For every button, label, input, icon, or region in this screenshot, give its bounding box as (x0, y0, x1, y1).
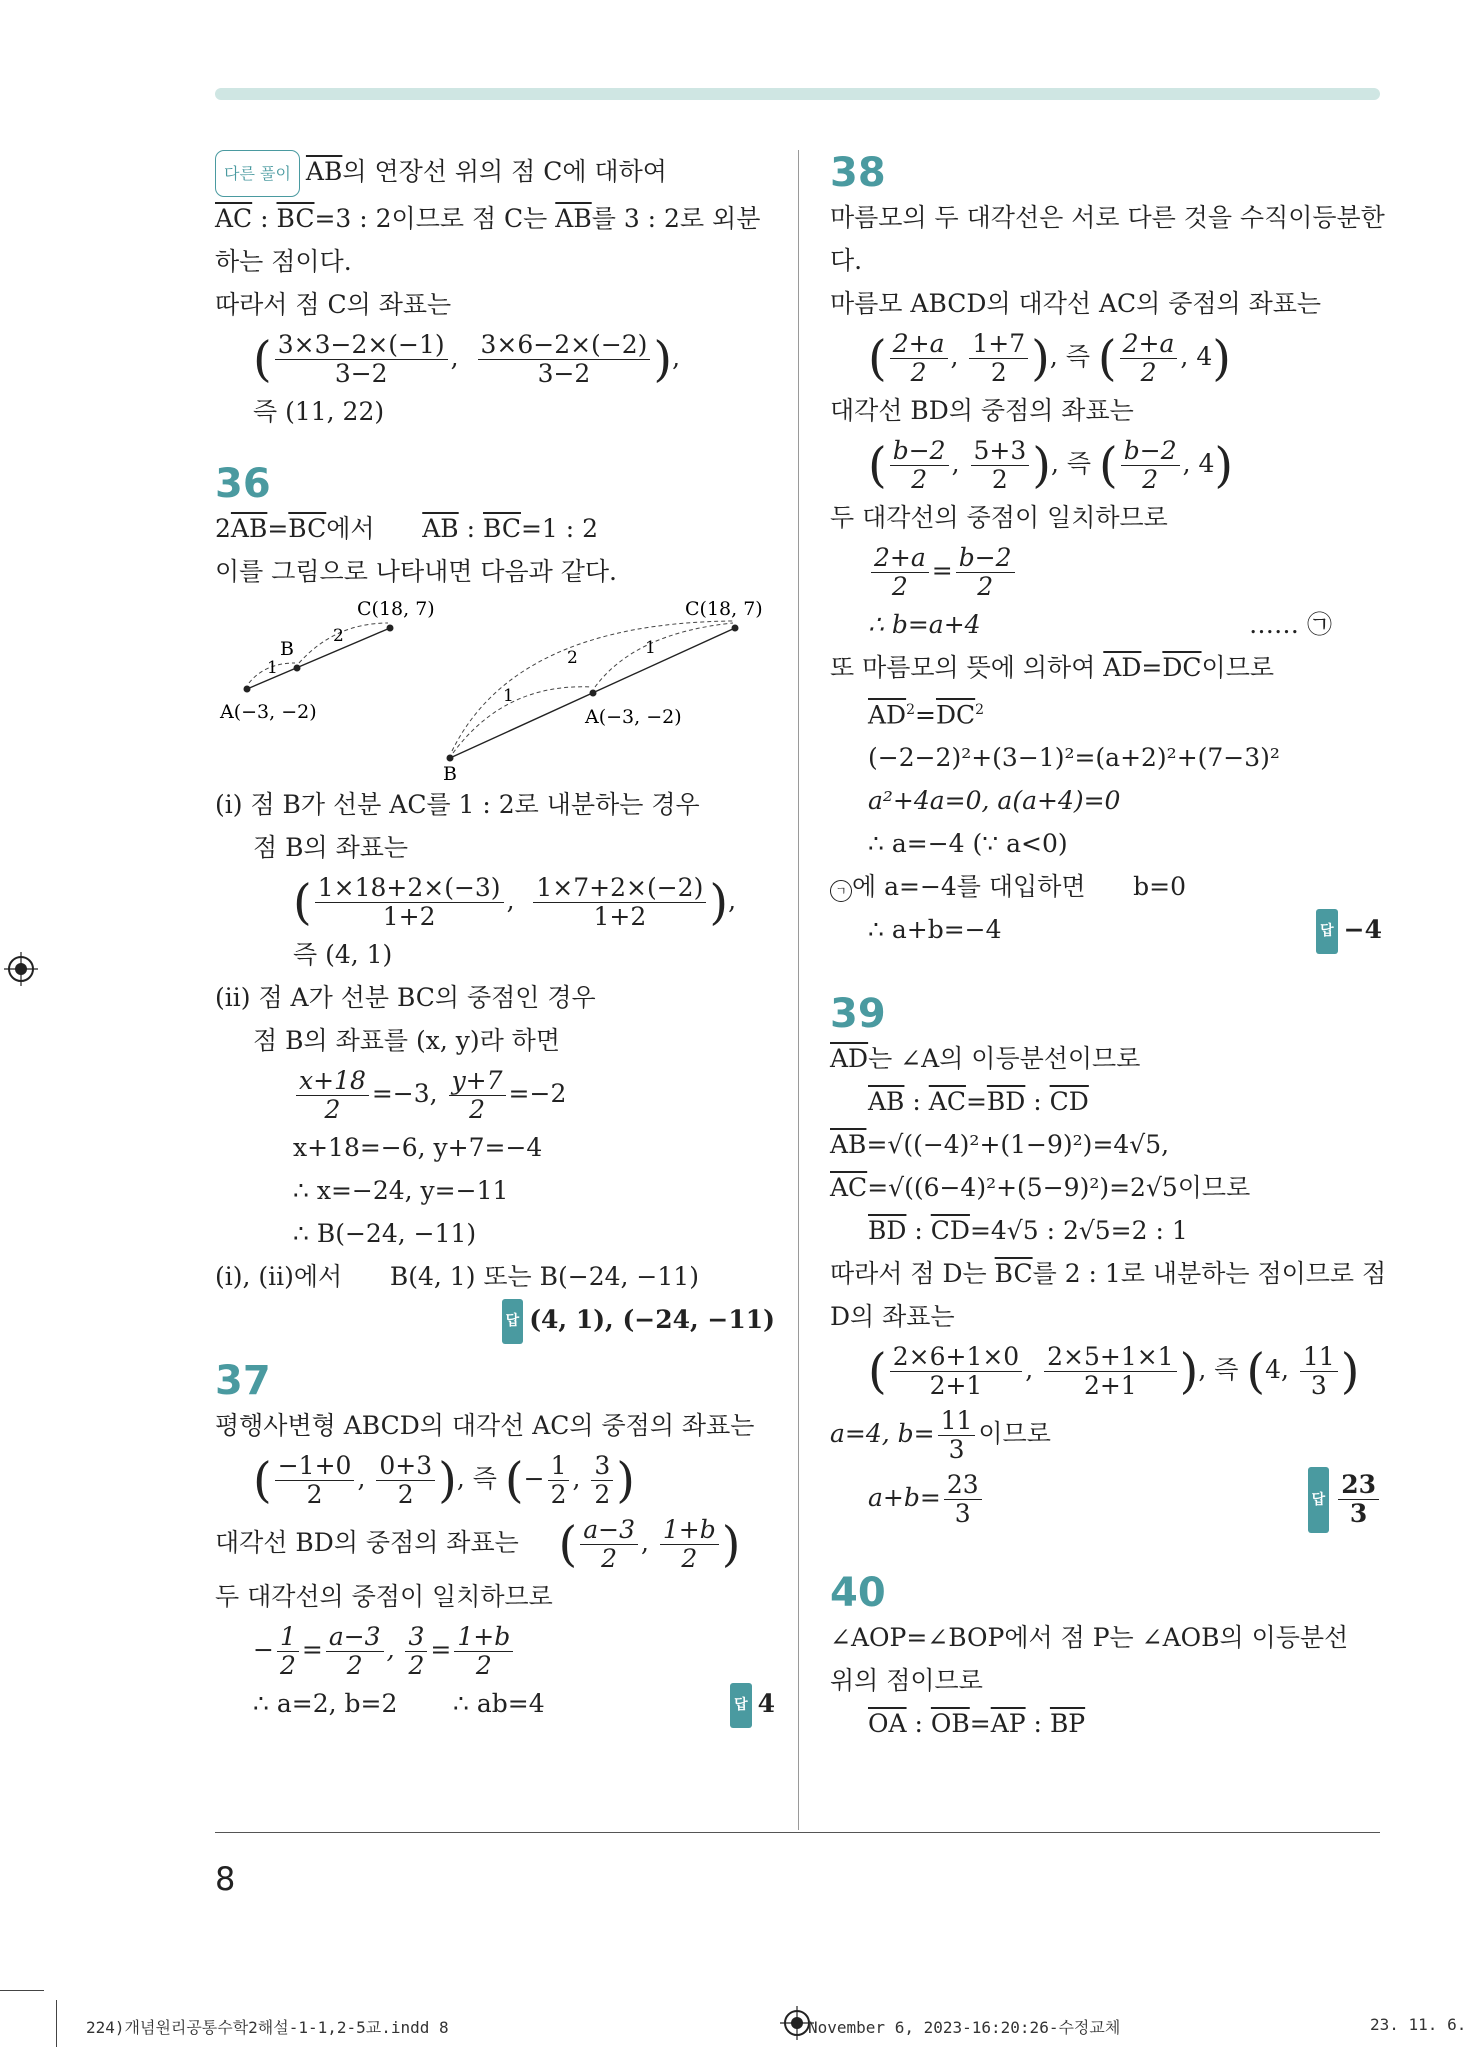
label-two: 2 (333, 626, 344, 646)
result-line: 즉 (4, 1) (293, 940, 393, 969)
case-heading: (ⅱ) 점 A가 선분 BC의 중점인 경우 (215, 983, 596, 1012)
formula-line: ( $\frac{-1+0}{2}$ , $\frac{0+3}{2}$ ), 즉 (− $\frac{1}{2}$ , $\frac{3}{2}$ ) (253, 1451, 636, 1509)
problem-36: 36 $2\overline{AB}=\overline{BC}$에서 $\overline{AB}$ : $\overline{BC}=1$ : 2 이를 그림으로 나타내면 다음과 같다. 1 2 B C(18, 7) A(−3, −2) 1 1 2 C(18, 7) A(−3, −2) B (ⅰ) 점 B가 선분 AC를 1 : 2로 내분하는 경우 점 B의 좌표는 ( $\frac{1\times 18+2\times(-3)}{1+2}$ , $\frac{1\times 7+2\times(-2)}{1+2}$ ), 즉 (4, 1) (ⅱ) 점 A가 선분 BC의 중점인 경우 점 B의 좌표를 (x, y)라 하면 $\frac{x+18}{2}$ =−3, $\frac{y+7}{2}$ =−2 x+18=−6, y+7=−4 ∴ x=−24, y=−11 ∴ B(−24, −11) (ⅰ), (ⅱ)에서 B(4, 1) 또는 B(−24, −11) 답 (4, 1), (−24, −11) (215, 461, 775, 1344)
formula-line: a²+4a=0, a(a+4)=0 (868, 786, 1121, 816)
problem-number: 39 (830, 991, 886, 1038)
registration-mark-icon (4, 952, 38, 986)
left-column (215, 150, 775, 1728)
text: 의 연장선 위의 점 C에 대하여 (342, 157, 667, 186)
formula-line: ∴ B(−24, −11) (293, 1219, 477, 1248)
problem-40: 40 ∠AOP=∠BOP에서 점 P는 ∠AOB의 이등분선 위의 점이므로 $\overline{OA}$ : $\overline{OB}=\overline{AP}$ : $\overline{BP}$ (830, 1570, 1382, 1745)
text-line: 하는 점이다. (215, 247, 352, 276)
text-line: 따라서 점 C의 좌표는 (215, 290, 452, 319)
text-line: 두 대각선의 중점이 일치하므로 (830, 503, 1168, 532)
formula-line: ∴ a+b=−4 답 −4 (830, 908, 1382, 951)
label-B: B (443, 763, 457, 783)
formula-line: x+18=−6, y+7=−4 (293, 1133, 543, 1162)
figure-36 (215, 593, 775, 783)
formula-line: (−2−2)²+(3−1)²=(a+2)²+(7−3)² (868, 743, 1280, 773)
point-B (294, 665, 301, 672)
formula-line: − $\frac{1}{2}$ = $\frac{a-3}{2}$ , $\frac{3}{2}$ = $\frac{1+b}{2}$ (215, 1618, 775, 1682)
problem-number: 36 (215, 461, 271, 507)
text-line: 평행사변형 ABCD의 대각선 AC의 중점의 좌표는 (215, 1411, 755, 1440)
label-one: 1 (267, 658, 278, 678)
problem-38: 38 마름모의 두 대각선은 서로 다른 것을 수직이등분한 다. 마름모 ABCD의 대각선 AC의 중점의 좌표는 ( $\frac{2+a}{2}$ , $\frac{1+7}{2}$ ), 즉 ( $\frac{2+a}{2}$ , 4) 대각선 BD의 중점의 좌표는 ( $\frac{b-2}{2}$ , $\frac{5+3}{2}$ ), 즉 ( $\frac{b-2}{2}$ , 4) 두 대각선의 중점이 일치하므로 $\frac{2+a}{2}$ = $\frac{b-2}{2}$ ∴ b=a+4 …… ㉠ 또 마름모의 뜻에 의하여 $\overline{AD}=\overline{DC}$이므로 $\overline{AD}^2=\overline{DC}^2$ (−2−2)²+(3−1)²=(a+2)²+(7−3)² a²+4a=0, a(a+4)=0 ∴ a=−4 (∵ a<0) ㄱ 에 a=−4를 대입하면 b=0 ∴ a+b=−4 답 −4 (830, 150, 1382, 951)
formula-line: ∴ b=a+4 …… ㉠ (830, 603, 1382, 646)
point-A (244, 686, 251, 693)
text-line: ∠AOP=∠BOP에서 점 P는 ∠AOB의 이등분선 (830, 1623, 1349, 1653)
label-A: A(−3, −2) (585, 706, 682, 728)
formula-line: a+b= $\frac{23}{3}$ 답 $\frac{23}{3}$ (830, 1466, 1382, 1530)
label-two: 2 (567, 648, 578, 668)
text: 를 3 : 2로 외분 (591, 204, 761, 233)
answer: 답 $\frac{23}{3}$ (1308, 1466, 1382, 1533)
text-line: 대각선 BD의 중점의 좌표는 (830, 396, 1134, 425)
text: : (252, 204, 277, 233)
point-B (447, 755, 454, 762)
alt-solution (215, 150, 775, 433)
footer-file: 224)개념원리공통수학2해설-1-1,2-5교.indd 8 (86, 2018, 449, 2037)
label-A: A(−3, −2) (220, 701, 317, 723)
point-A (590, 690, 597, 697)
circled-marker: ㄱ (830, 880, 852, 902)
formula-line: $\frac{2+a}{2}$ = $\frac{b-2}{2}$ (830, 539, 1382, 603)
segment-AB: $\overline{AB}$ (305, 157, 343, 186)
page-number: 8 (215, 1860, 236, 1898)
formula-line: $\frac{x+18}{2}$ =−3, $\frac{y+7}{2}$ =−2 (215, 1062, 775, 1126)
text-line: 점 B의 좌표를 (x, y)라 하면 (253, 1026, 560, 1055)
text-line: 이를 그림으로 나타내면 다음과 같다. (215, 557, 617, 586)
footer-timestamp: November 6, 2023-16:20:26-수정교체 (808, 2018, 1121, 2037)
segment-BC: $\overline{BC}$ (276, 204, 315, 233)
formula-line: ( $\frac{3\times 3-2\times(-1)}{3-2}$ , $\frac{3\times 6-2\times(-2)}{3-2}$ ), (253, 330, 681, 388)
answer-label: 답 (502, 1299, 524, 1344)
text: =3 : 2이므로 점 C는 (314, 204, 556, 233)
label-one: 1 (503, 686, 514, 706)
problem-number: 37 (215, 1358, 271, 1404)
segment-AB: $\overline{AB}$ (555, 204, 592, 233)
answer: 답 −4 (1316, 908, 1382, 954)
text-line: 마름모의 두 대각선은 서로 다른 것을 수직이등분한 (830, 203, 1385, 232)
text-line: 점 B의 좌표는 (253, 833, 409, 862)
formula-line: ∴ a=2, b=2 ∴ ab=4 답 4 (215, 1682, 775, 1725)
formula-line: ∴ x=−24, y=−11 (293, 1176, 509, 1205)
text-line: 다. (830, 246, 863, 275)
case-heading: (ⅰ) 점 B가 선분 AC를 1 : 2로 내분하는 경우 (215, 790, 700, 819)
formula-line: ( $\frac{2\times 6+1\times 0}{2+1}$ , $\frac{2\times 5+1\times 1}{2+1}$ ), 즉 (4, $\frac{11}{3}$ ) (868, 1342, 1360, 1401)
problem-number: 40 (830, 1570, 886, 1617)
formula-line: ( $\frac{b-2}{2}$ , $\frac{5+3}{2}$ ), 즉 ( $\frac{b-2}{2}$ , 4) (868, 436, 1234, 494)
text-line: 마름모 ABCD의 대각선 AC의 중점의 좌표는 (830, 289, 1322, 318)
text-line: 두 대각선의 중점이 일치하므로 (215, 1582, 553, 1611)
formula-line: ㄱ 에 a=−4를 대입하면 b=0 (830, 865, 1382, 908)
fraction: $\frac{3\times 3-2\times(-1)}{3-2}$ (275, 331, 448, 388)
column-divider (798, 150, 799, 1830)
label-B: B (280, 638, 294, 660)
point-C (732, 625, 739, 632)
conclusion-line: (ⅰ), (ⅱ)에서 B(4, 1) 또는 B(−24, −11) (215, 1262, 699, 1291)
formula-line: ( $\frac{1\times 18+2\times(-3)}{1+2}$ , $\frac{1\times 7+2\times(-2)}{1+2}$ ), (293, 873, 737, 931)
result-line: 즉 (11, 22) (253, 397, 385, 426)
problem-39: 39 $\overline{AD}$는 ∠A의 이등분선이므로 $\overline{AB}$ : $\overline{AC}=\overline{BD}$ : $\overline{CD}$ $\overline{AB}=√((-4)^2+(1-9)^2)=4√5$, $\overline{AC}=√((6-4)^2+(5-9)^2)=2√5$이므로 $\overline{BD}$ : $\overline{CD}=4√5$ : 2√5=2 : 1 따라서 점 D는 $\overline{BC}$를 2 : 1로 내분하는 점이므로 점 D의 좌표는 ( $\frac{2\times 6+1\times 0}{2+1}$ , $\frac{2\times 5+1\times 1}{2+1}$ ), 즉 (4, $\frac{11}{3}$ ) a=4, b= $\frac{11}{3}$ 이므로 a+b= $\frac{23}{3}$ 답 $\frac{23}{3}$ (830, 991, 1382, 1530)
crop-mark (56, 2000, 57, 2047)
equation-tag: …… ㉠ (1249, 610, 1332, 639)
answer: 답 4 (730, 1682, 775, 1728)
problem-37 (215, 1358, 775, 1725)
point-C (387, 625, 394, 632)
label-C: C(18, 7) (357, 598, 435, 620)
top-decorative-bar (215, 88, 1380, 100)
alt-solution-badge: 다른 풀이 (215, 150, 300, 197)
label-C: C(18, 7) (685, 598, 763, 620)
formula-line: ∴ a=−4 (∵ a<0) (868, 829, 1068, 859)
answer: 답 (4, 1), (−24, −11) (215, 1298, 775, 1344)
text-line: D의 좌표는 (830, 1302, 955, 1332)
text-line: 대각선 BD의 중점의 좌표는 ( $\frac{a-3}{2}$ , $\frac{1+b}{2}$ ) (215, 1515, 741, 1573)
formula-line: ( $\frac{2+a}{2}$ , $\frac{1+7}{2}$ ), 즉 ( $\frac{2+a}{2}$ , 4) (868, 329, 1231, 387)
text-line: 위의 점이므로 (830, 1666, 983, 1696)
formula-line: a=4, b= $\frac{11}{3}$ 이므로 (830, 1406, 1051, 1465)
right-column (830, 150, 1387, 1745)
segment-AC: $\overline{AC}$ (215, 204, 253, 233)
crop-mark (0, 1990, 44, 1991)
footer-date: 23. 11. 6. (1370, 2015, 1467, 2034)
bottom-rule (215, 1832, 1380, 1833)
problem-number: 38 (830, 150, 886, 196)
label-one: 1 (645, 638, 656, 658)
fraction: $\frac{3\times 6-2\times(-2)}{3-2}$ (478, 331, 651, 388)
